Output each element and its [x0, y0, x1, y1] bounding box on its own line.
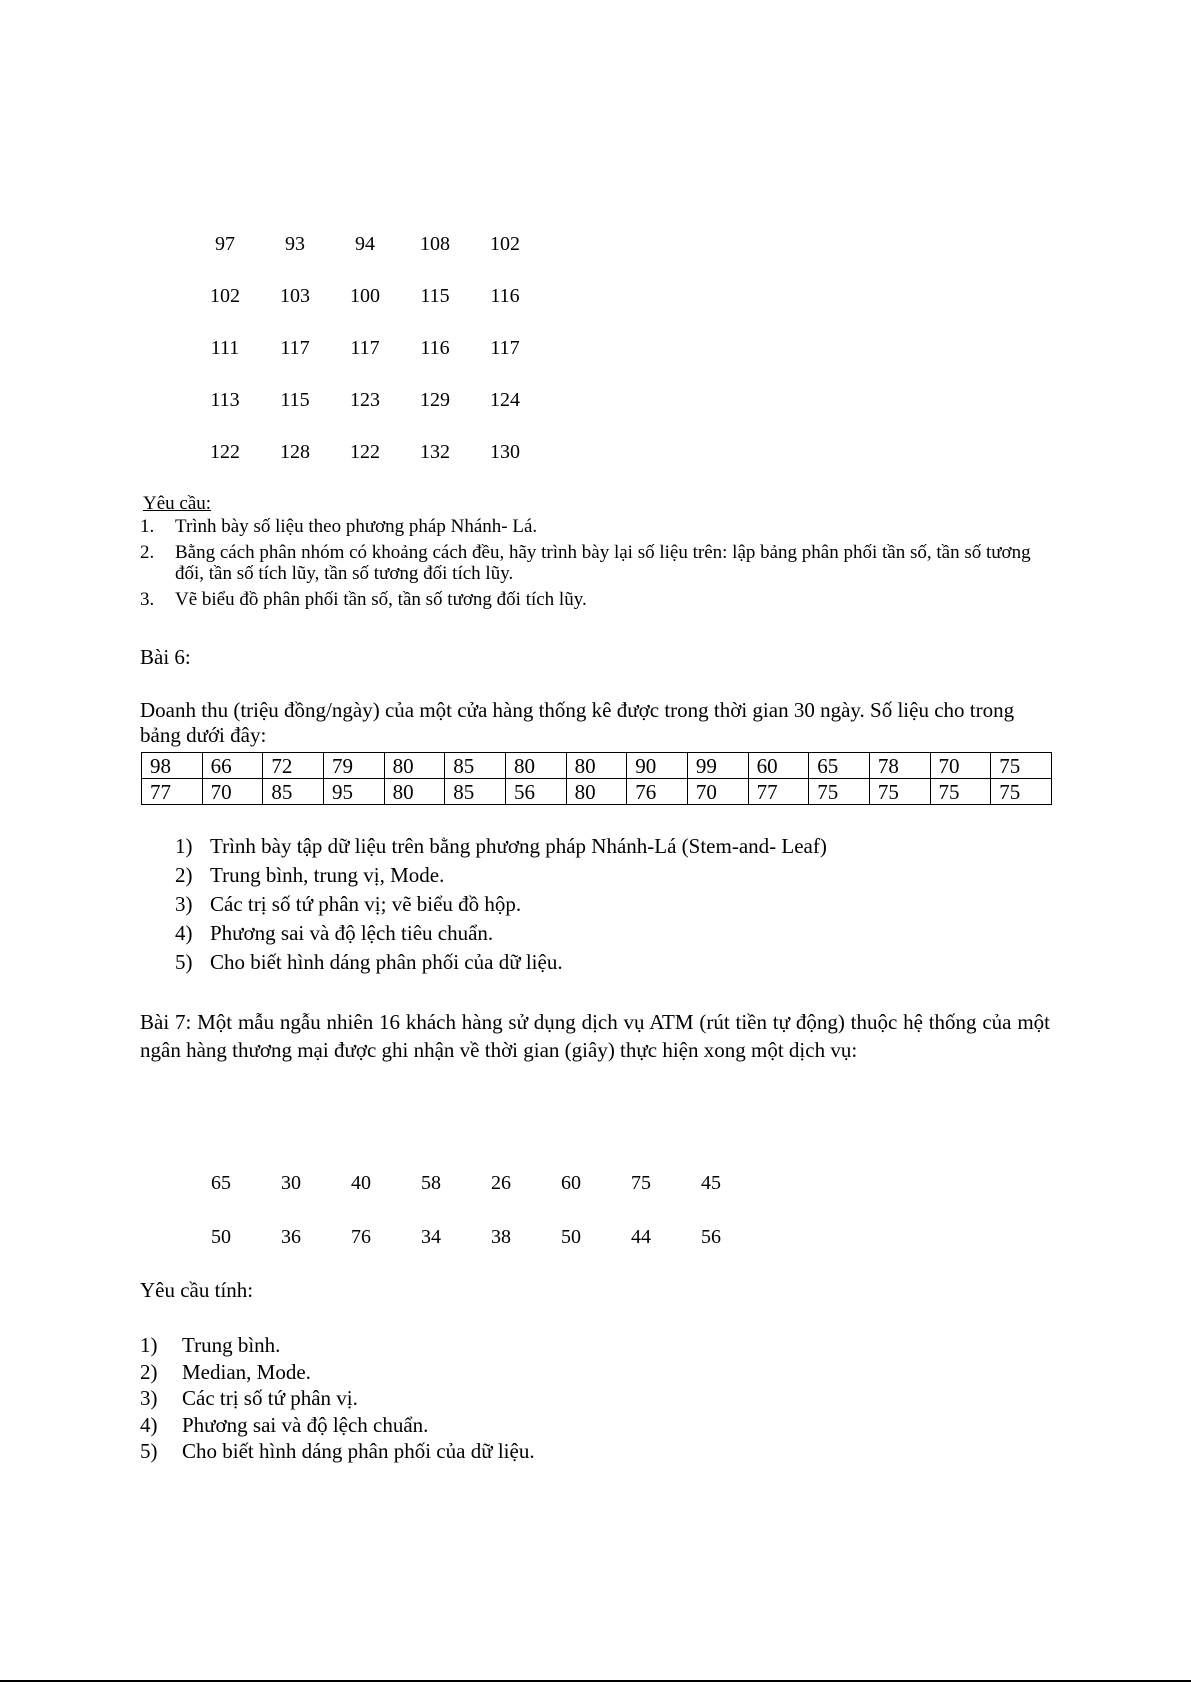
table-cell: 90 [627, 753, 688, 779]
data-value: 34 [421, 1226, 441, 1248]
data-value: 124 [490, 389, 520, 411]
bai7-requirements-title: Yêu cầu tính: [140, 1278, 254, 1302]
table-cell: 75 [991, 753, 1052, 779]
data-value: 117 [280, 337, 310, 359]
table-cell: 72 [263, 753, 324, 779]
data-value: 58 [421, 1172, 441, 1194]
table-cell: 56 [505, 779, 566, 805]
table-cell: 75 [869, 779, 930, 805]
table-cell: 60 [748, 753, 809, 779]
data-value: 30 [281, 1172, 301, 1194]
bai6-intro: Doanh thu (triệu đồng/ngày) của một cửa hàng thống kê được trong thời gian 30 ngày. Số liệu cho trong bảng dưới đây: [140, 698, 1015, 747]
list-item: 4) Phương sai và độ lệch chuẩn. [140, 1412, 429, 1437]
data-value: 116 [420, 337, 450, 359]
data-value: 65 [211, 1172, 231, 1194]
data-value: 123 [350, 389, 380, 411]
data-value: 75 [631, 1172, 651, 1194]
data-value: 115 [280, 389, 310, 411]
data-value: 128 [280, 441, 310, 463]
table-cell: 80 [384, 753, 445, 779]
data-value: 26 [491, 1172, 511, 1194]
data-value: 130 [490, 441, 520, 463]
list-item: 3. Vẽ biểu đồ phân phối tần số, tần số tương đối tích lũy. [140, 589, 587, 610]
table-cell: 70 [687, 779, 748, 805]
table-cell: 98 [142, 753, 203, 779]
requirements-title: Yêu cầu: [143, 493, 212, 514]
page-bottom-rule [0, 1680, 1191, 1682]
data-value: 40 [351, 1172, 371, 1194]
data-value: 44 [631, 1226, 651, 1248]
data-value: 56 [701, 1226, 721, 1248]
data-value: 93 [285, 233, 305, 255]
table-row [142, 779, 1052, 805]
list-item: 2) Median, Mode. [140, 1359, 311, 1384]
table-cell: 80 [566, 779, 627, 805]
table-cell: 77 [748, 779, 809, 805]
table-cell: 70 [930, 753, 991, 779]
table-cell: 99 [687, 753, 748, 779]
data-value: 116 [490, 285, 520, 307]
data-value: 103 [280, 285, 310, 307]
table-cell: 85 [445, 753, 506, 779]
data-value: 113 [210, 389, 240, 411]
data-value: 60 [561, 1172, 581, 1194]
bai6-data-table [141, 752, 1052, 805]
data-value: 94 [355, 233, 375, 255]
data-value: 111 [210, 337, 240, 359]
table-row [142, 753, 1052, 779]
data-value: 132 [420, 441, 450, 463]
data-value: 102 [210, 285, 240, 307]
list-item: 1) Trung bình. [140, 1333, 281, 1357]
list-item: 4) Phương sai và độ lệch tiêu chuẩn. [175, 921, 494, 945]
data-value: 102 [490, 233, 520, 255]
data-value: 117 [350, 337, 380, 359]
data-value: 117 [490, 337, 520, 359]
data-value: 38 [491, 1226, 511, 1248]
table-cell: 80 [566, 753, 627, 779]
table-cell: 78 [869, 753, 930, 779]
table-cell: 80 [384, 779, 445, 805]
table-cell: 75 [809, 779, 870, 805]
requirements-list [140, 516, 1060, 610]
table-cell: 65 [809, 753, 870, 779]
data-value: 108 [420, 233, 450, 255]
table-cell: 70 [202, 779, 263, 805]
table-cell: 85 [263, 779, 324, 805]
list-item: 3) Các trị số tứ phân vị; vẽ biểu đồ hộp. [175, 892, 522, 916]
bai6-questions [175, 832, 827, 977]
section5-requirements [140, 492, 1060, 615]
table-cell: 95 [323, 779, 384, 805]
list-item: 5) Cho biết hình dáng phân phối của dữ liệu. [175, 950, 563, 974]
data-value: 100 [350, 285, 380, 307]
data-value: 122 [210, 441, 240, 463]
table-cell: 85 [445, 779, 506, 805]
data-value: 76 [351, 1226, 371, 1248]
data-value: 50 [211, 1226, 231, 1248]
data-value: 97 [215, 233, 235, 255]
table-cell: 79 [323, 753, 384, 779]
table-cell: 66 [202, 753, 263, 779]
bai7-requirements-list [140, 1332, 535, 1465]
data-value: 129 [420, 389, 450, 411]
table-cell: 76 [627, 779, 688, 805]
data-value: 50 [561, 1226, 581, 1248]
table-cell: 80 [505, 753, 566, 779]
list-item: 2) Trung bình, trung vị, Mode. [175, 863, 445, 887]
bai6-title: Bài 6: [140, 645, 191, 669]
table-cell: 77 [142, 779, 203, 805]
data-value: 45 [701, 1172, 721, 1194]
data-value: 115 [420, 285, 450, 307]
list-item: 3) Các trị số tứ phân vị. [140, 1386, 358, 1410]
list-item: 1) Trình bày tập dữ liệu trên bằng phương pháp Nhánh-Lá (Stem-and- Leaf) [175, 834, 827, 858]
bai7-intro: Bài 7: Một mẫu ngẫu nhiên 16 khách hàng sử dụng dịch vụ ATM (rút tiền tự động) thuộc hệ thống của một ngân hàng thương mại được ghi nhận về thời gian (giây) thực hiện xong một dịch vụ: [140, 1010, 1050, 1062]
list-item: 2. Bằng cách phân nhóm có khoảng cách đều, hãy trình bày lại số liệu trên: lập bảng phân phối tần số, tần số tương đối, tần số tích lũy, tần số tương đối tích lũy. [140, 542, 1031, 584]
data-value: 36 [281, 1226, 301, 1248]
table-cell: 75 [991, 779, 1052, 805]
list-item: 5) Cho biết hình dáng phân phối của dữ liệu. [140, 1439, 535, 1463]
list-item: 1. Trình bày số liệu theo phương pháp Nhánh- Lá. [140, 516, 538, 537]
data-value: 122 [350, 441, 380, 463]
table-cell: 75 [930, 779, 991, 805]
